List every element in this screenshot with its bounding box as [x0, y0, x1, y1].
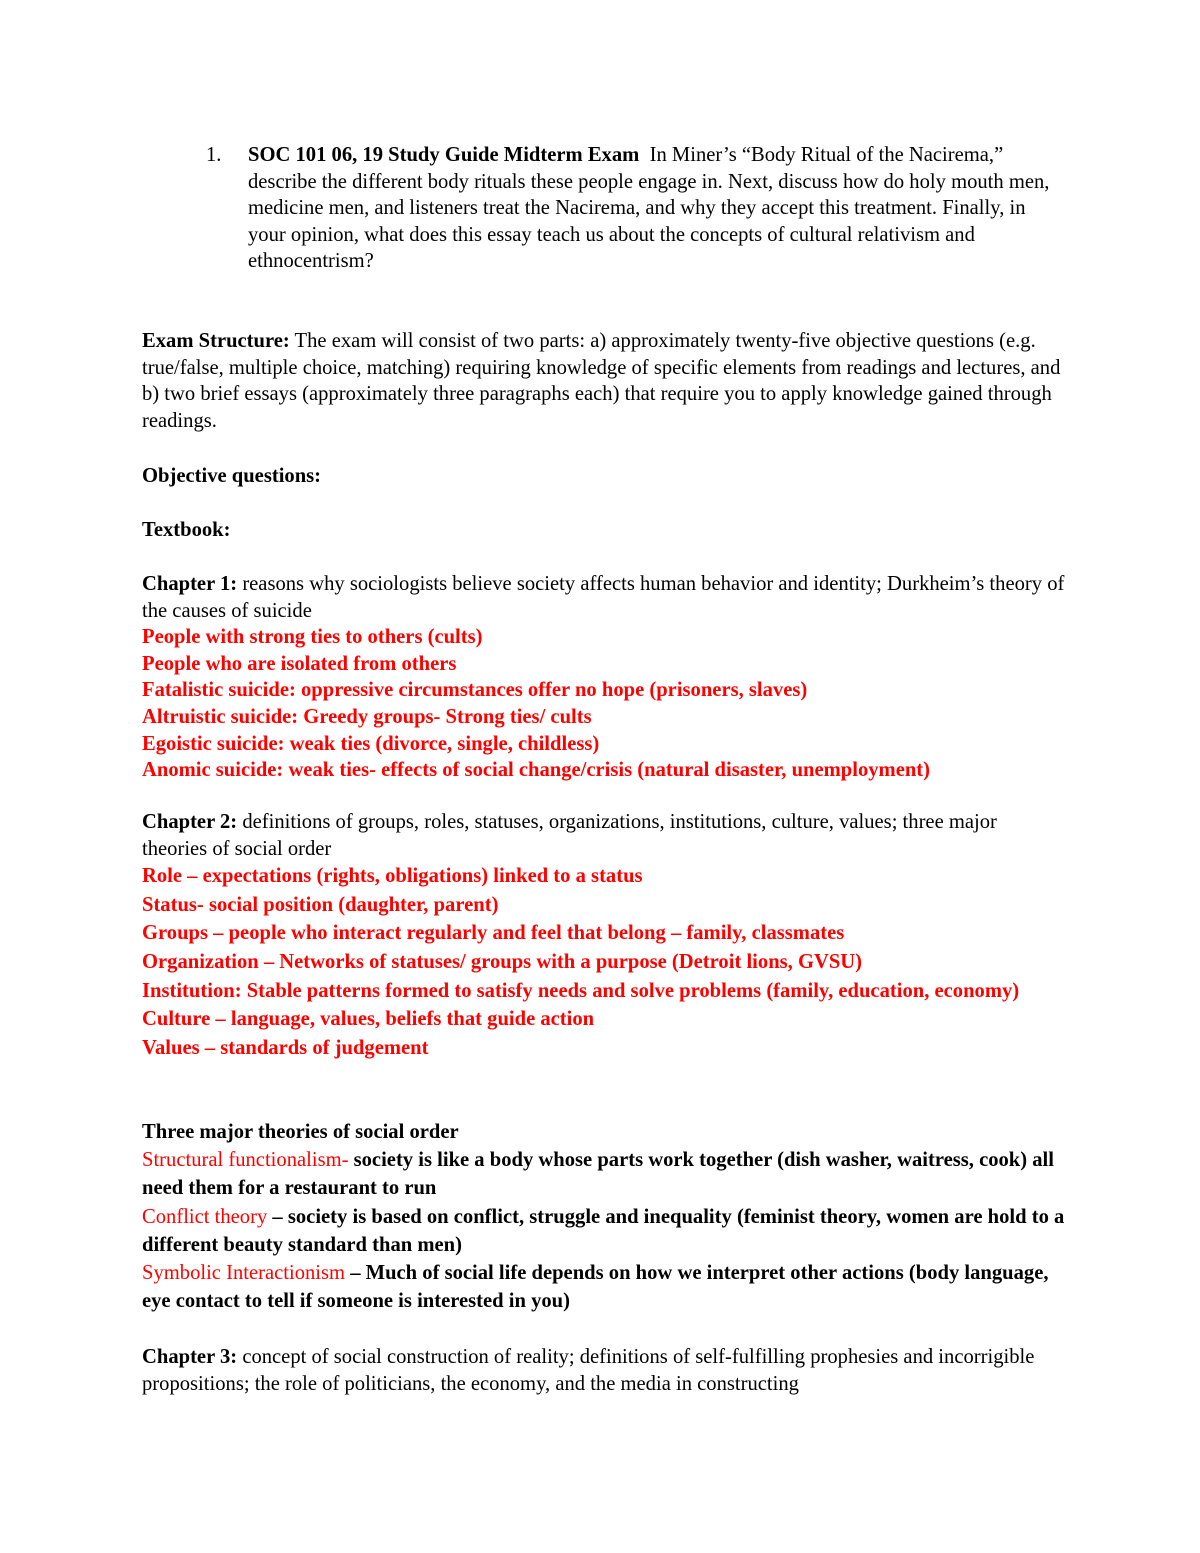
- chapter-1-note: Egoistic suicide: weak ties (divorce, single, childless): [142, 732, 600, 755]
- chapter-3-section: [142, 1344, 1067, 1397]
- theory-term: Symbolic Interactionism: [142, 1262, 346, 1285]
- chapter-1-note: People with strong ties to others (cults): [142, 626, 483, 649]
- chapter-2-note: Values – standards of judgement: [142, 1036, 429, 1059]
- theory-item: [142, 1259, 1067, 1315]
- textbook-heading: Textbook:: [142, 519, 231, 541]
- exam-structure-label: Exam Structure:: [142, 330, 290, 352]
- chapter-2-text: definitions of groups, roles, statuses, organizations, institutions, culture, values; three major theories of social order: [142, 811, 997, 860]
- chapter-1-note: People who are isolated from others: [142, 652, 457, 675]
- chapter-1-note: Fatalistic suicide: oppressive circumstances offer no hope (prisoners, slaves): [142, 679, 808, 702]
- chapter-3-label: Chapter 3:: [142, 1346, 238, 1368]
- chapter-2-note: Groups – people who interact regularly and feel that belong – family, classmates: [142, 922, 845, 945]
- essay-question-1: [206, 142, 1066, 275]
- theory-item: [142, 1146, 1067, 1202]
- exam-structure-text: The exam will consist of two parts: a) approximately twenty-five objective questions (e.g. true/false, multiple choice, matching) requiring knowledge of specific elements from readings and lectures, and b) two brief essays (approximately three paragraphs each) that require you to apply knowledge gained through readings.: [142, 330, 1061, 432]
- chapter-2-note: Role – expectations (rights, obligations) linked to a status: [142, 865, 643, 888]
- theory-term: Conflict theory: [142, 1205, 268, 1228]
- exam-structure-paragraph: [142, 328, 1067, 434]
- chapter-1-section: [142, 571, 1067, 784]
- chapter-2-label: Chapter 2:: [142, 811, 238, 833]
- question-body: [248, 142, 1066, 275]
- chapter-3-text: concept of social construction of reality; definitions of self-fulfilling prophesies and incorrigible propositions; the role of politicians, the economy, and the media in constructing: [142, 1346, 1035, 1395]
- theories-section: [142, 1118, 1067, 1315]
- chapter-2-note: Culture – language, values, beliefs that guide action: [142, 1008, 595, 1031]
- theory-description: – Much of social life depends on how we interpret other actions (body language, eye contact to tell if someone is interested in you): [142, 1262, 1049, 1313]
- list-number: 1.: [206, 144, 222, 166]
- chapter-1-note: Anomic suicide: weak ties- effects of social change/crisis (natural disaster, unemployment): [142, 759, 931, 782]
- objective-questions-heading: Objective questions:: [142, 465, 322, 487]
- chapter-1-description: [142, 571, 1067, 624]
- chapter-2-note: Institution: Stable patterns formed to satisfy needs and solve problems (family, education, economy): [142, 979, 1020, 1002]
- chapter-2-note: Organization – Networks of statuses/ groups with a purpose (Detroit lions, GVSU): [142, 950, 863, 973]
- theory-term: Structural functionalism-: [142, 1149, 349, 1172]
- chapter-2-section: [142, 809, 1067, 1062]
- chapter-2-description: [142, 809, 1067, 862]
- theory-description: society is like a body whose parts work together (dish washer, waitress, cook) all need them for a restaurant to run: [142, 1149, 1055, 1200]
- theories-heading: Three major theories of social order: [142, 1121, 459, 1143]
- theory-item: [142, 1203, 1067, 1259]
- chapter-1-text: reasons why sociologists believe society affects human behavior and identity; Durkheim’s theory of the causes of suicide: [142, 573, 1065, 622]
- chapter-1-note: Altruistic suicide: Greedy groups- Strong ties/ cults: [142, 705, 592, 728]
- chapter-2-note: Status- social position (daughter, parent): [142, 893, 499, 916]
- question-title: SOC 101 06, 19 Study Guide Midterm Exam: [248, 144, 640, 166]
- theory-description: – society is based on conflict, struggle and inequality (feminist theory, women are hold to a different beauty standard than men): [142, 1205, 1065, 1256]
- question-text: In Miner’s “Body Ritual of the Nacirema,” describe the different body rituals these people engage in. Next, discuss how do holy mouth men, medicine men, and listeners treat the Nacirema, and why they accept this treatment. Finally, in your opinion, what does this essay teach us about the concepts of cultural relativism and ethnocentrism?: [248, 144, 1050, 273]
- chapter-1-label: Chapter 1:: [142, 573, 238, 595]
